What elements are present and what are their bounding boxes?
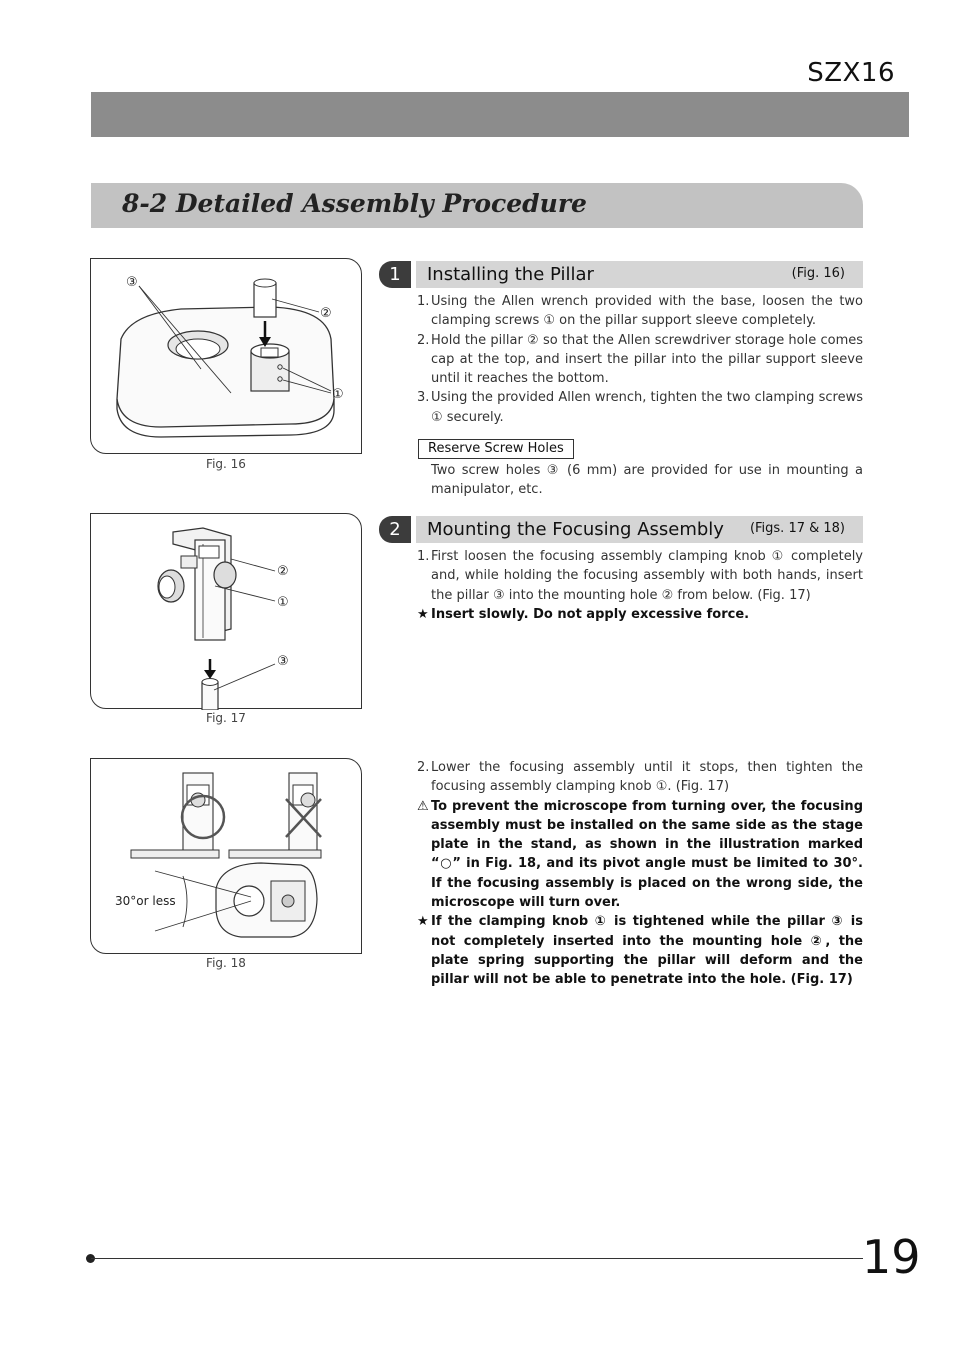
page-number: 19: [862, 1230, 921, 1284]
step-2-item-1-number: 1.: [417, 549, 430, 564]
model-name: SZX16: [807, 58, 895, 88]
step-1-item-1-number: 1.: [417, 294, 430, 309]
reserve-screw-holes-text: Two screw holes ③ (6 mm) are provided for use in mounting a manipulator, etc.: [431, 463, 863, 498]
figure-17: [90, 513, 362, 709]
step-2-bar: [416, 516, 863, 543]
step-2-note-1: [417, 605, 863, 624]
step-2-instructions-a: [417, 547, 863, 624]
fig17-callout-2: ②: [277, 564, 289, 579]
step-1-item-3-number: 3.: [417, 390, 430, 406]
step-2-note-2: [417, 912, 863, 989]
step-1-ref: (Fig. 16): [791, 266, 845, 281]
fig17-caption: Fig. 17: [206, 711, 246, 725]
fig18-caption: Fig. 18: [206, 956, 246, 970]
step-1-instructions: [417, 292, 863, 427]
step-2-note-1-text: Insert slowly. Do not apply excessive force.: [431, 606, 750, 622]
step-1-header: [379, 261, 863, 288]
star-icon: ★: [417, 914, 429, 930]
step-2-item-1: [417, 547, 863, 605]
step-1-item-3-text: Using the provided Allen wrench, tighten the two clamping screws ① securely.: [431, 390, 863, 425]
fig16-illustration: [91, 259, 363, 455]
step-1-item-1-text: Using the Allen wrench provided with the base, loosen the two clamping screws ① on the pillar support sleeve completely.: [431, 294, 863, 329]
step-2-instructions-b: [417, 758, 863, 990]
fig17-callout-1: ①: [277, 595, 289, 610]
reserve-screw-holes-label: Reserve Screw Holes: [418, 439, 574, 459]
page-line: [91, 1258, 863, 1259]
step-2-title: Mounting the Focusing Assembly: [427, 519, 724, 540]
step-2-item-2: [417, 758, 863, 797]
step-2-warning-text: To prevent the microscope from turning over, the focusing assembly must be installed on the same side as the stage plate in the stand, as shown in the illustration marked “○” in Fig. 18, and its pivot angle must be limited to 30°. If the focusing assembly is placed on the wrong side, the microscope will turn over.: [431, 798, 863, 911]
section-title: 8-2 Detailed Assembly Procedure: [122, 189, 587, 218]
step-2-item-1-text: First loosen the focusing assembly clamping knob ① completely and, while holding the focusing assembly with both hands, insert the pillar ③ into the mounting hole ② from below. (Fig. 17): [431, 549, 863, 603]
fig16-callout-3: ③: [126, 275, 138, 290]
step-2-header: [379, 516, 863, 543]
step-2-item-2-text: Lower the focusing assembly until it stops, then tighten the focusing assembly clamping knob ①. (Fig. 17): [431, 760, 863, 795]
figure-18: [90, 758, 362, 954]
figure-16: [90, 258, 362, 454]
step-1-item-1: [417, 292, 863, 331]
fig17-illustration: [91, 514, 363, 710]
step-1-item-2-number: 2.: [417, 332, 430, 348]
fig17-callout-3: ③: [277, 654, 289, 669]
step-2-item-2-number: 2.: [417, 760, 430, 775]
step-1-item-3: [417, 388, 863, 427]
fig16-caption: Fig. 16: [206, 457, 246, 471]
fig18-illustration: [91, 759, 363, 955]
step-1-title: Installing the Pillar: [427, 264, 594, 285]
step-2-number: 2: [379, 516, 411, 543]
step-1-number: 1: [379, 261, 411, 288]
step-2-warning: [417, 797, 863, 913]
section-header: [91, 183, 863, 228]
header-bar: [91, 92, 909, 137]
warning-icon: ⚠: [417, 798, 429, 814]
star-icon: ★: [417, 606, 429, 622]
fig18-angle-label: 30°or less: [115, 894, 176, 908]
fig16-callout-2: ②: [320, 306, 332, 321]
step-1-item-2: [417, 331, 863, 389]
step-2-note-2-text: If the clamping knob ① is tightened while the pillar ③ is not completely inserted into the mounting hole ②, the plate spring supporting the pillar will deform and the pillar will not be able to penetrate into the hole. (Fig. 17): [431, 914, 863, 988]
step-1-item-2-text: Hold the pillar ② so that the Allen screwdriver storage hole comes cap at the top, and insert the pillar into the pillar support sleeve until it reaches the bottom.: [431, 332, 863, 387]
fig16-callout-1: ①: [332, 387, 344, 402]
step-2-ref: (Figs. 17 & 18): [749, 521, 845, 536]
step-1-bar: [416, 261, 863, 288]
